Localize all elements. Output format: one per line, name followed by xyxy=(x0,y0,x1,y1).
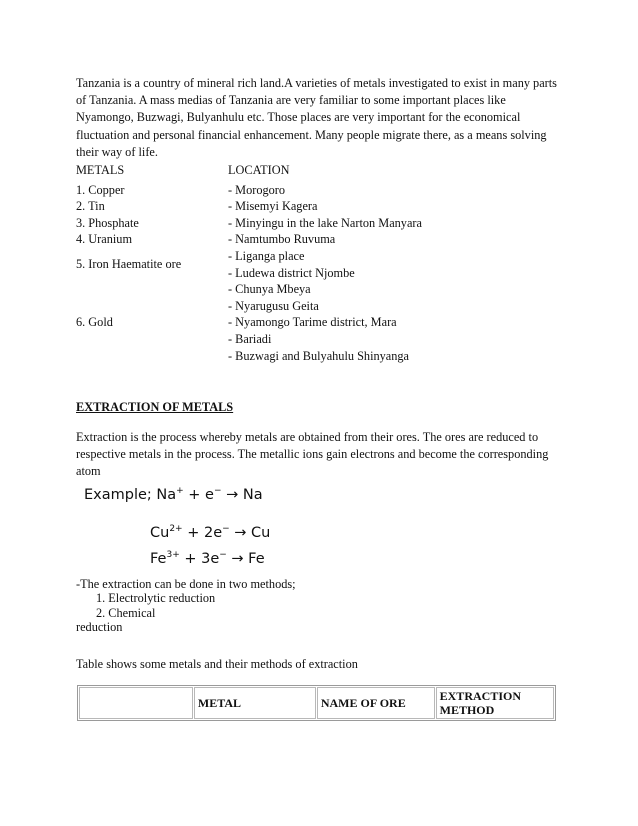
location-line: - Namtumbo Ruvuma xyxy=(228,232,336,247)
location-line: - Chunya Mbeya xyxy=(228,282,311,297)
equation-product: → Cu xyxy=(229,525,271,541)
metal-name: 3. Phosphate xyxy=(76,215,139,230)
intro-paragraph: Tanzania is a country of mineral rich land.A varieties of metals investigated to exist in many parts of Tanzania. A mass medias of Tanzania are very familiar to some important places like Nyamongo, Buzwagi, Bulyanhulu etc. Those places are very important for the economical fluctuation and personal financial enhancement. Many people migrate there, as a means solving their way of life. xyxy=(76,76,557,159)
table-row xyxy=(76,182,546,199)
equation-electron: + 3e xyxy=(179,551,220,567)
metal-name: 6. Gold xyxy=(76,315,113,330)
table-caption: Table shows some metals and their methods of extraction xyxy=(76,657,358,671)
equation-iron xyxy=(150,550,265,567)
method-item-chemical-continued: reduction xyxy=(76,619,123,634)
method-item-electrolytic: 1. Electrolytic reduction xyxy=(96,591,216,606)
equation-product: → Na xyxy=(221,487,263,503)
electron-charge: − xyxy=(213,486,222,496)
location-column-header: LOCATION xyxy=(228,163,290,177)
table-row xyxy=(76,248,546,281)
equation-electron: + e xyxy=(183,487,214,503)
extraction-methods xyxy=(76,577,296,634)
empty-header-cell xyxy=(79,687,193,719)
equation-sodium xyxy=(84,486,263,503)
electron-charge: − xyxy=(222,524,230,534)
location-line: - Nyamongo Tarime district, Mara xyxy=(228,315,397,330)
table-row xyxy=(76,198,546,215)
table-row xyxy=(76,231,546,248)
location-line: - Morogoro xyxy=(228,182,286,197)
section-heading: EXTRACTION OF METALS xyxy=(76,400,234,414)
equation-ion: Fe xyxy=(150,551,167,567)
table-row xyxy=(76,281,546,364)
location-line: - Misemyi Kagera xyxy=(228,199,318,214)
methods-intro: -The extraction can be done in two methods; xyxy=(76,577,296,591)
metal-name: 4. Uranium xyxy=(76,232,133,247)
metal-location xyxy=(228,281,546,364)
location-line: - Minyingu in the lake Narton Manyara xyxy=(228,215,422,230)
location-line: - Buzwagi and Bulyahulu Shinyanga xyxy=(228,348,410,363)
metal-name: 1. Copper xyxy=(76,182,125,197)
metal-name: 5. Iron Haematite ore xyxy=(76,257,182,272)
ion-charge: 3+ xyxy=(166,550,180,560)
metals-location-table xyxy=(76,162,546,364)
table-row xyxy=(76,215,546,232)
metal-header: METAL xyxy=(194,687,316,719)
metal-location xyxy=(228,215,546,232)
metal-location xyxy=(228,231,546,248)
method-item-chemical: 2. Chemical xyxy=(96,605,156,620)
ore-name-header: NAME OF ORE xyxy=(317,687,435,719)
equation-ion: Na xyxy=(156,487,177,503)
extraction-table-header xyxy=(79,687,554,719)
metal-location xyxy=(228,248,546,281)
extraction-paragraph: Extraction is the process whereby metals are obtained from their ores. The ores are reduced to respective metals in the process. The metallic ions gain electrons and become the corresponding atom xyxy=(76,430,549,478)
metals-column-header: METALS xyxy=(76,163,125,177)
metal-location xyxy=(228,198,546,215)
extraction-table xyxy=(77,685,556,721)
metal-location xyxy=(228,182,546,199)
location-line: - Ludewa district Njombe xyxy=(228,265,355,280)
example-prefix: Example; xyxy=(84,487,157,503)
equation-copper xyxy=(150,524,270,541)
metal-name: 2. Tin xyxy=(76,199,105,214)
metals-table-header xyxy=(76,162,546,182)
ion-charge: + xyxy=(176,486,184,496)
location-line: - Bariadi xyxy=(228,331,272,346)
equation-ion: Cu xyxy=(150,525,170,541)
equation-product: → Fe xyxy=(226,551,265,567)
electron-charge: − xyxy=(219,550,227,560)
ion-charge: 2+ xyxy=(169,524,183,534)
location-line: - Liganga place xyxy=(228,248,305,263)
location-line: - Nyarugusu Geita xyxy=(228,298,319,313)
extraction-method-header: EXTRACTION METHOD xyxy=(436,687,554,719)
equation-electron: + 2e xyxy=(182,525,223,541)
